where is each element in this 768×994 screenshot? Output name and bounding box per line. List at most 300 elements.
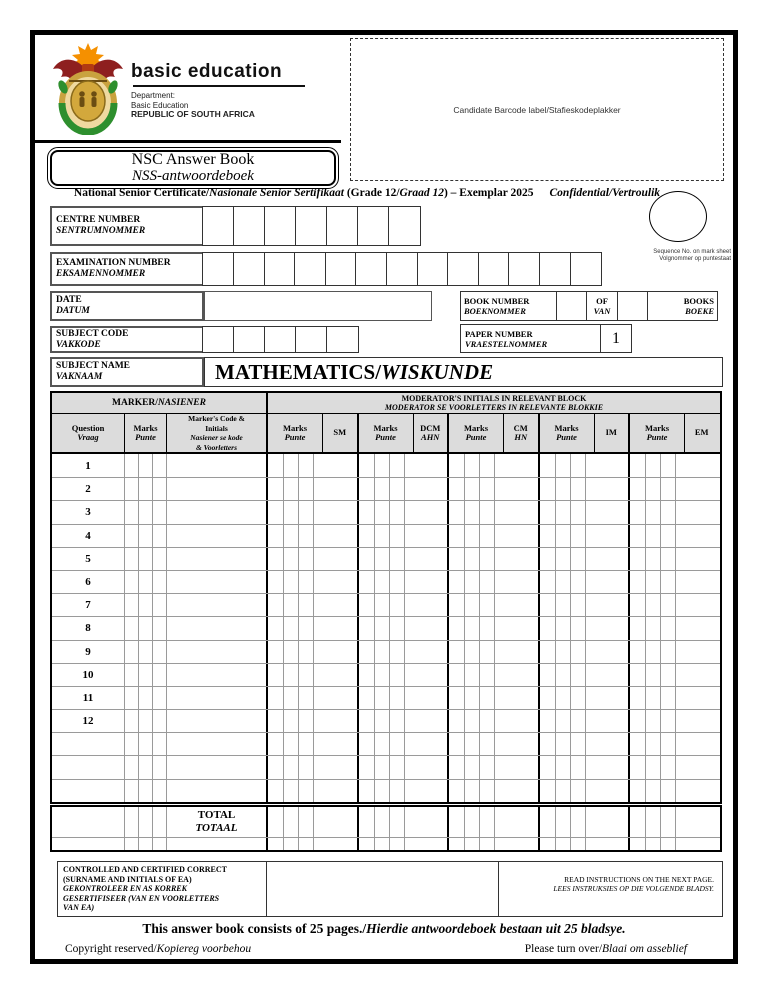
mark-digit-cell[interactable] — [138, 838, 152, 850]
mark-digit-cell[interactable] — [359, 641, 374, 663]
initials-cell[interactable] — [585, 687, 629, 709]
digit-cell[interactable] — [478, 252, 510, 286]
mark-digit-cell[interactable] — [645, 617, 660, 639]
mark-digit-cell[interactable] — [124, 687, 138, 709]
mark-digit-cell[interactable] — [138, 525, 152, 547]
mark-digit-cell[interactable] — [152, 780, 166, 802]
initials-cell[interactable] — [313, 710, 357, 732]
mark-digit-cell[interactable] — [359, 756, 374, 778]
mark-digit-cell[interactable] — [359, 733, 374, 755]
mark-digit-cell[interactable] — [138, 807, 152, 837]
mark-digit-cell[interactable] — [464, 838, 479, 850]
initials-cell[interactable] — [585, 478, 629, 500]
mark-digit-cell[interactable] — [645, 756, 660, 778]
initials-cell[interactable] — [404, 478, 448, 500]
mark-digit-cell[interactable] — [630, 664, 645, 686]
initials-cell[interactable] — [675, 501, 719, 523]
mark-digit-cell[interactable] — [449, 594, 464, 616]
initials-cell[interactable] — [494, 617, 538, 639]
digit-cell[interactable] — [325, 252, 357, 286]
marker-code-cell[interactable] — [166, 548, 266, 570]
mark-digit-cell[interactable] — [449, 687, 464, 709]
mark-digit-cell[interactable] — [449, 756, 464, 778]
mark-digit-cell[interactable] — [298, 525, 313, 547]
mark-digit-cell[interactable] — [555, 807, 570, 837]
mark-digit-cell[interactable] — [540, 641, 555, 663]
mark-digit-cell[interactable] — [389, 733, 404, 755]
initials-cell[interactable] — [404, 664, 448, 686]
mark-digit-cell[interactable] — [283, 710, 298, 732]
digit-cell[interactable] — [264, 206, 297, 246]
mark-digit-cell[interactable] — [124, 501, 138, 523]
mark-digit-cell[interactable] — [479, 454, 494, 477]
initials-cell[interactable] — [494, 664, 538, 686]
mark-digit-cell[interactable] — [138, 548, 152, 570]
initials-cell[interactable] — [675, 548, 719, 570]
mark-digit-cell[interactable] — [660, 571, 675, 593]
initials-cell[interactable] — [494, 571, 538, 593]
mark-digit-cell[interactable] — [479, 478, 494, 500]
mark-digit-cell[interactable] — [374, 756, 389, 778]
mark-digit-cell[interactable] — [298, 617, 313, 639]
mark-digit-cell[interactable] — [570, 780, 585, 802]
initials-cell[interactable] — [313, 571, 357, 593]
mark-digit-cell[interactable] — [449, 525, 464, 547]
mark-digit-cell[interactable] — [555, 756, 570, 778]
mark-digit-cell[interactable] — [660, 807, 675, 837]
mark-digit-cell[interactable] — [660, 501, 675, 523]
mark-digit-cell[interactable] — [298, 687, 313, 709]
mark-digit-cell[interactable] — [374, 548, 389, 570]
book-number-field[interactable] — [556, 292, 586, 320]
mark-digit-cell[interactable] — [359, 594, 374, 616]
initials-cell[interactable] — [675, 733, 719, 755]
mark-digit-cell[interactable] — [124, 710, 138, 732]
certification-signature-field[interactable] — [266, 862, 498, 916]
mark-digit-cell[interactable] — [283, 501, 298, 523]
mark-digit-cell[interactable] — [389, 594, 404, 616]
mark-digit-cell[interactable] — [540, 756, 555, 778]
mark-digit-cell[interactable] — [540, 710, 555, 732]
mark-digit-cell[interactable] — [540, 617, 555, 639]
initials-cell[interactable] — [404, 807, 448, 837]
mark-digit-cell[interactable] — [555, 594, 570, 616]
marker-code-cell[interactable] — [166, 664, 266, 686]
mark-digit-cell[interactable] — [298, 807, 313, 837]
mark-digit-cell[interactable] — [555, 664, 570, 686]
mark-digit-cell[interactable] — [152, 756, 166, 778]
mark-digit-cell[interactable] — [630, 687, 645, 709]
mark-digit-cell[interactable] — [283, 780, 298, 802]
mark-digit-cell[interactable] — [359, 780, 374, 802]
digit-cell[interactable] — [295, 326, 328, 353]
mark-digit-cell[interactable] — [298, 710, 313, 732]
initials-cell[interactable] — [585, 571, 629, 593]
mark-digit-cell[interactable] — [645, 478, 660, 500]
mark-digit-cell[interactable] — [660, 641, 675, 663]
mark-digit-cell[interactable] — [283, 525, 298, 547]
mark-digit-cell[interactable] — [374, 478, 389, 500]
mark-digit-cell[interactable] — [374, 710, 389, 732]
mark-digit-cell[interactable] — [464, 710, 479, 732]
mark-digit-cell[interactable] — [374, 733, 389, 755]
initials-cell[interactable] — [313, 454, 357, 477]
mark-digit-cell[interactable] — [630, 733, 645, 755]
mark-digit-cell[interactable] — [645, 807, 660, 837]
mark-digit-cell[interactable] — [152, 687, 166, 709]
mark-digit-cell[interactable] — [449, 617, 464, 639]
mark-digit-cell[interactable] — [540, 478, 555, 500]
mark-digit-cell[interactable] — [374, 571, 389, 593]
mark-digit-cell[interactable] — [570, 838, 585, 850]
mark-digit-cell[interactable] — [555, 687, 570, 709]
mark-digit-cell[interactable] — [359, 664, 374, 686]
initials-cell[interactable] — [404, 641, 448, 663]
mark-digit-cell[interactable] — [283, 548, 298, 570]
mark-digit-cell[interactable] — [660, 733, 675, 755]
mark-digit-cell[interactable] — [268, 548, 283, 570]
initials-cell[interactable] — [675, 454, 719, 477]
mark-digit-cell[interactable] — [464, 571, 479, 593]
initials-cell[interactable] — [585, 780, 629, 802]
mark-digit-cell[interactable] — [449, 733, 464, 755]
marker-code-cell[interactable] — [166, 780, 266, 802]
mark-digit-cell[interactable] — [138, 478, 152, 500]
mark-digit-cell[interactable] — [374, 807, 389, 837]
initials-cell[interactable] — [494, 525, 538, 547]
mark-digit-cell[interactable] — [645, 525, 660, 547]
mark-digit-cell[interactable] — [138, 454, 152, 477]
digit-cell[interactable] — [417, 252, 449, 286]
initials-cell[interactable] — [494, 807, 538, 837]
digit-cell[interactable] — [539, 252, 571, 286]
mark-digit-cell[interactable] — [630, 617, 645, 639]
mark-digit-cell[interactable] — [464, 594, 479, 616]
mark-digit-cell[interactable] — [124, 478, 138, 500]
mark-digit-cell[interactable] — [630, 478, 645, 500]
mark-digit-cell[interactable] — [359, 710, 374, 732]
mark-digit-cell[interactable] — [630, 594, 645, 616]
initials-cell[interactable] — [494, 838, 538, 850]
mark-digit-cell[interactable] — [389, 838, 404, 850]
initials-cell[interactable] — [675, 687, 719, 709]
mark-digit-cell[interactable] — [479, 571, 494, 593]
mark-digit-cell[interactable] — [660, 664, 675, 686]
digit-cell[interactable] — [233, 206, 266, 246]
mark-digit-cell[interactable] — [570, 733, 585, 755]
initials-cell[interactable] — [585, 756, 629, 778]
mark-digit-cell[interactable] — [374, 501, 389, 523]
digit-cell[interactable] — [202, 252, 234, 286]
mark-digit-cell[interactable] — [479, 687, 494, 709]
mark-digit-cell[interactable] — [540, 687, 555, 709]
initials-cell[interactable] — [675, 594, 719, 616]
mark-digit-cell[interactable] — [124, 571, 138, 593]
initials-cell[interactable] — [675, 838, 719, 850]
initials-cell[interactable] — [404, 617, 448, 639]
mark-digit-cell[interactable] — [359, 478, 374, 500]
mark-digit-cell[interactable] — [479, 756, 494, 778]
digit-cell[interactable] — [233, 252, 265, 286]
mark-digit-cell[interactable] — [449, 710, 464, 732]
mark-digit-cell[interactable] — [630, 807, 645, 837]
mark-digit-cell[interactable] — [374, 780, 389, 802]
initials-cell[interactable] — [494, 733, 538, 755]
mark-digit-cell[interactable] — [540, 838, 555, 850]
mark-digit-cell[interactable] — [359, 617, 374, 639]
initials-cell[interactable] — [675, 807, 719, 837]
mark-digit-cell[interactable] — [570, 641, 585, 663]
initials-cell[interactable] — [585, 454, 629, 477]
mark-digit-cell[interactable] — [283, 571, 298, 593]
mark-digit-cell[interactable] — [124, 838, 138, 850]
mark-digit-cell[interactable] — [389, 478, 404, 500]
initials-cell[interactable] — [313, 594, 357, 616]
mark-digit-cell[interactable] — [359, 525, 374, 547]
marker-code-cell[interactable] — [166, 478, 266, 500]
mark-digit-cell[interactable] — [298, 756, 313, 778]
mark-digit-cell[interactable] — [152, 478, 166, 500]
candidate-barcode-box[interactable] — [350, 38, 724, 181]
marker-code-cell[interactable] — [166, 571, 266, 593]
mark-digit-cell[interactable] — [570, 756, 585, 778]
mark-digit-cell[interactable] — [152, 664, 166, 686]
mark-digit-cell[interactable] — [540, 501, 555, 523]
mark-digit-cell[interactable] — [152, 548, 166, 570]
mark-digit-cell[interactable] — [464, 780, 479, 802]
mark-digit-cell[interactable] — [268, 664, 283, 686]
mark-digit-cell[interactable] — [449, 807, 464, 837]
mark-digit-cell[interactable] — [555, 571, 570, 593]
mark-digit-cell[interactable] — [152, 571, 166, 593]
mark-digit-cell[interactable] — [630, 525, 645, 547]
initials-cell[interactable] — [313, 525, 357, 547]
mark-digit-cell[interactable] — [138, 501, 152, 523]
mark-digit-cell[interactable] — [540, 525, 555, 547]
initials-cell[interactable] — [494, 687, 538, 709]
mark-digit-cell[interactable] — [630, 571, 645, 593]
mark-digit-cell[interactable] — [374, 687, 389, 709]
marker-code-cell[interactable] — [166, 525, 266, 547]
mark-digit-cell[interactable] — [138, 594, 152, 616]
mark-digit-cell[interactable] — [283, 641, 298, 663]
mark-digit-cell[interactable] — [124, 454, 138, 477]
mark-digit-cell[interactable] — [152, 733, 166, 755]
initials-cell[interactable] — [585, 838, 629, 850]
mark-digit-cell[interactable] — [645, 594, 660, 616]
initials-cell[interactable] — [404, 571, 448, 593]
mark-digit-cell[interactable] — [138, 687, 152, 709]
mark-digit-cell[interactable] — [283, 733, 298, 755]
mark-digit-cell[interactable] — [152, 501, 166, 523]
mark-digit-cell[interactable] — [479, 617, 494, 639]
mark-digit-cell[interactable] — [660, 710, 675, 732]
initials-cell[interactable] — [313, 838, 357, 850]
mark-digit-cell[interactable] — [389, 780, 404, 802]
mark-digit-cell[interactable] — [359, 687, 374, 709]
mark-digit-cell[interactable] — [645, 664, 660, 686]
mark-digit-cell[interactable] — [138, 617, 152, 639]
mark-digit-cell[interactable] — [152, 525, 166, 547]
date-field[interactable] — [204, 291, 432, 321]
mark-digit-cell[interactable] — [124, 664, 138, 686]
initials-cell[interactable] — [585, 733, 629, 755]
initials-cell[interactable] — [313, 478, 357, 500]
mark-digit-cell[interactable] — [389, 756, 404, 778]
mark-digit-cell[interactable] — [124, 525, 138, 547]
mark-digit-cell[interactable] — [389, 641, 404, 663]
mark-digit-cell[interactable] — [449, 780, 464, 802]
mark-digit-cell[interactable] — [268, 594, 283, 616]
mark-digit-cell[interactable] — [570, 687, 585, 709]
mark-digit-cell[interactable] — [464, 617, 479, 639]
mark-digit-cell[interactable] — [298, 548, 313, 570]
mark-digit-cell[interactable] — [268, 617, 283, 639]
mark-digit-cell[interactable] — [464, 807, 479, 837]
mark-digit-cell[interactable] — [124, 780, 138, 802]
mark-digit-cell[interactable] — [359, 501, 374, 523]
mark-digit-cell[interactable] — [124, 807, 138, 837]
initials-cell[interactable] — [585, 501, 629, 523]
mark-digit-cell[interactable] — [645, 780, 660, 802]
mark-digit-cell[interactable] — [298, 501, 313, 523]
mark-digit-cell[interactable] — [555, 478, 570, 500]
mark-digit-cell[interactable] — [268, 571, 283, 593]
mark-digit-cell[interactable] — [124, 548, 138, 570]
mark-digit-cell[interactable] — [374, 641, 389, 663]
digit-cell[interactable] — [388, 206, 421, 246]
mark-digit-cell[interactable] — [660, 780, 675, 802]
mark-digit-cell[interactable] — [645, 687, 660, 709]
mark-digit-cell[interactable] — [374, 594, 389, 616]
mark-digit-cell[interactable] — [645, 501, 660, 523]
mark-digit-cell[interactable] — [570, 594, 585, 616]
mark-digit-cell[interactable] — [630, 641, 645, 663]
mark-digit-cell[interactable] — [464, 548, 479, 570]
marker-code-cell[interactable] — [166, 454, 266, 477]
initials-cell[interactable] — [313, 807, 357, 837]
mark-digit-cell[interactable] — [389, 454, 404, 477]
initials-cell[interactable] — [494, 454, 538, 477]
initials-cell[interactable] — [494, 756, 538, 778]
mark-digit-cell[interactable] — [555, 525, 570, 547]
mark-digit-cell[interactable] — [570, 571, 585, 593]
mark-digit-cell[interactable] — [645, 454, 660, 477]
mark-digit-cell[interactable] — [479, 548, 494, 570]
mark-digit-cell[interactable] — [464, 478, 479, 500]
mark-digit-cell[interactable] — [570, 525, 585, 547]
mark-digit-cell[interactable] — [630, 710, 645, 732]
mark-digit-cell[interactable] — [359, 807, 374, 837]
mark-digit-cell[interactable] — [464, 454, 479, 477]
mark-digit-cell[interactable] — [479, 733, 494, 755]
initials-cell[interactable] — [404, 733, 448, 755]
mark-digit-cell[interactable] — [660, 548, 675, 570]
mark-digit-cell[interactable] — [389, 617, 404, 639]
marker-code-cell[interactable] — [166, 501, 266, 523]
initials-cell[interactable] — [585, 594, 629, 616]
mark-digit-cell[interactable] — [540, 571, 555, 593]
mark-digit-cell[interactable] — [630, 501, 645, 523]
initials-cell[interactable] — [404, 780, 448, 802]
marker-code-cell[interactable] — [166, 710, 266, 732]
mark-digit-cell[interactable] — [464, 687, 479, 709]
mark-digit-cell[interactable] — [359, 838, 374, 850]
mark-digit-cell[interactable] — [464, 756, 479, 778]
mark-digit-cell[interactable] — [283, 664, 298, 686]
mark-digit-cell[interactable] — [138, 756, 152, 778]
mark-digit-cell[interactable] — [298, 478, 313, 500]
mark-digit-cell[interactable] — [645, 641, 660, 663]
initials-cell[interactable] — [494, 501, 538, 523]
mark-digit-cell[interactable] — [449, 838, 464, 850]
marker-code-cell[interactable] — [166, 594, 266, 616]
mark-digit-cell[interactable] — [570, 501, 585, 523]
initials-cell[interactable] — [313, 733, 357, 755]
mark-digit-cell[interactable] — [540, 548, 555, 570]
mark-digit-cell[interactable] — [389, 664, 404, 686]
digit-cell[interactable] — [570, 252, 602, 286]
marker-code-cell[interactable] — [166, 641, 266, 663]
initials-cell[interactable] — [404, 687, 448, 709]
mark-digit-cell[interactable] — [283, 807, 298, 837]
paper-number-value[interactable]: 1 — [600, 325, 631, 352]
mark-digit-cell[interactable] — [570, 617, 585, 639]
initials-cell[interactable] — [675, 756, 719, 778]
mark-digit-cell[interactable] — [268, 807, 283, 837]
initials-cell[interactable] — [675, 525, 719, 547]
mark-digit-cell[interactable] — [570, 664, 585, 686]
initials-cell[interactable] — [585, 807, 629, 837]
initials-cell[interactable] — [404, 525, 448, 547]
mark-digit-cell[interactable] — [298, 733, 313, 755]
mark-digit-cell[interactable] — [464, 641, 479, 663]
initials-cell[interactable] — [675, 617, 719, 639]
digit-cell[interactable] — [357, 206, 390, 246]
mark-digit-cell[interactable] — [464, 733, 479, 755]
mark-digit-cell[interactable] — [540, 780, 555, 802]
initials-cell[interactable] — [494, 548, 538, 570]
mark-digit-cell[interactable] — [464, 525, 479, 547]
mark-digit-cell[interactable] — [630, 838, 645, 850]
mark-digit-cell[interactable] — [124, 594, 138, 616]
digit-cell[interactable] — [295, 206, 328, 246]
mark-digit-cell[interactable] — [645, 571, 660, 593]
initials-cell[interactable] — [675, 664, 719, 686]
mark-digit-cell[interactable] — [374, 664, 389, 686]
mark-digit-cell[interactable] — [283, 838, 298, 850]
mark-digit-cell[interactable] — [359, 571, 374, 593]
digit-cell[interactable] — [264, 252, 296, 286]
mark-digit-cell[interactable] — [268, 525, 283, 547]
mark-digit-cell[interactable] — [152, 594, 166, 616]
digit-cell[interactable] — [447, 252, 479, 286]
mark-digit-cell[interactable] — [479, 501, 494, 523]
mark-digit-cell[interactable] — [298, 664, 313, 686]
mark-digit-cell[interactable] — [138, 733, 152, 755]
mark-digit-cell[interactable] — [298, 594, 313, 616]
mark-digit-cell[interactable] — [630, 780, 645, 802]
initials-cell[interactable] — [675, 780, 719, 802]
mark-digit-cell[interactable] — [359, 548, 374, 570]
initials-cell[interactable] — [313, 687, 357, 709]
mark-digit-cell[interactable] — [389, 501, 404, 523]
digit-cell[interactable] — [326, 206, 359, 246]
mark-digit-cell[interactable] — [570, 454, 585, 477]
mark-digit-cell[interactable] — [298, 571, 313, 593]
mark-digit-cell[interactable] — [540, 594, 555, 616]
mark-digit-cell[interactable] — [555, 641, 570, 663]
